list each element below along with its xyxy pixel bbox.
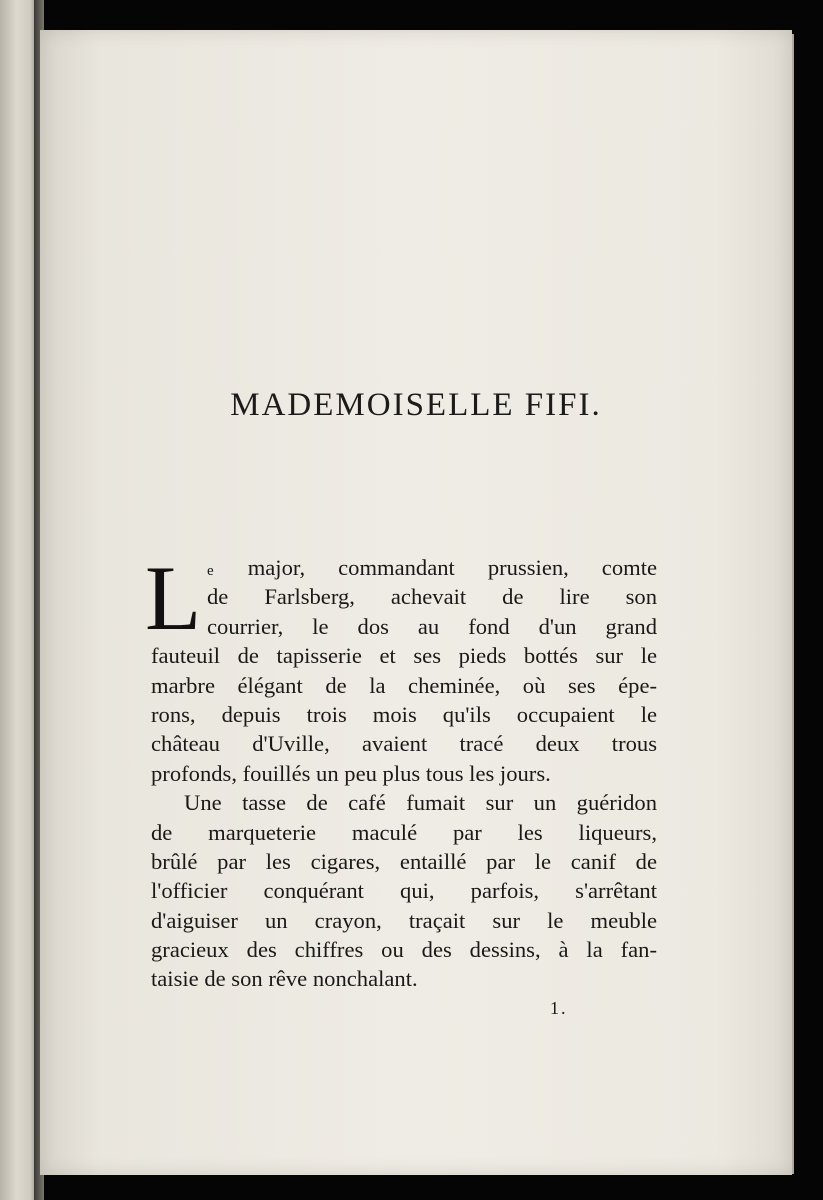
text-line-6: rons, depuis trois mois qu'ils occupaient le [151, 701, 657, 727]
text-line-13: d'aiguiser un crayon, traçait sur le meuble [151, 907, 657, 933]
text-line-1: e major, commandant prussien, comte [207, 555, 657, 580]
left-page-edge [0, 0, 38, 1200]
text-line-12: l'officier conquérant qui, parfois, s'arrêtant [151, 878, 657, 904]
text-line-4: fauteuil de tapisserie et ses pieds bottés sur le [151, 643, 657, 669]
text-line-14: gracieux des chiffres ou des dessins, à la fan- [151, 937, 657, 963]
text-line-15: taisie de son rêve nonchalant. [151, 966, 418, 992]
text-line-9: Une tasse de café fumait sur un guéridon [184, 790, 657, 816]
book-page [40, 30, 792, 1175]
text-line-10: de marqueterie maculé par les liqueurs, [151, 819, 657, 845]
body-text [145, 547, 657, 994]
drop-cap: L [145, 547, 202, 649]
text-line-8: profonds, fouillés un peu plus tous les jours. [151, 760, 551, 786]
text-line-7: château d'Uville, avaient tracé deux trous [151, 731, 657, 757]
small-cap-e: e [207, 563, 215, 579]
text-line-3: courrier, le dos au fond d'un grand [207, 613, 657, 639]
signature-mark: 1. [550, 998, 568, 1018]
text-line-5: marbre élégant de la cheminée, où ses épe- [151, 672, 657, 698]
chapter-title: MADEMOISELLE FIFI. [230, 387, 602, 423]
text-line-2: de Farlsberg, achevait de lire son [207, 584, 657, 610]
text-line-11: brûlé par les cigares, entaillé par le canif de [151, 848, 657, 874]
